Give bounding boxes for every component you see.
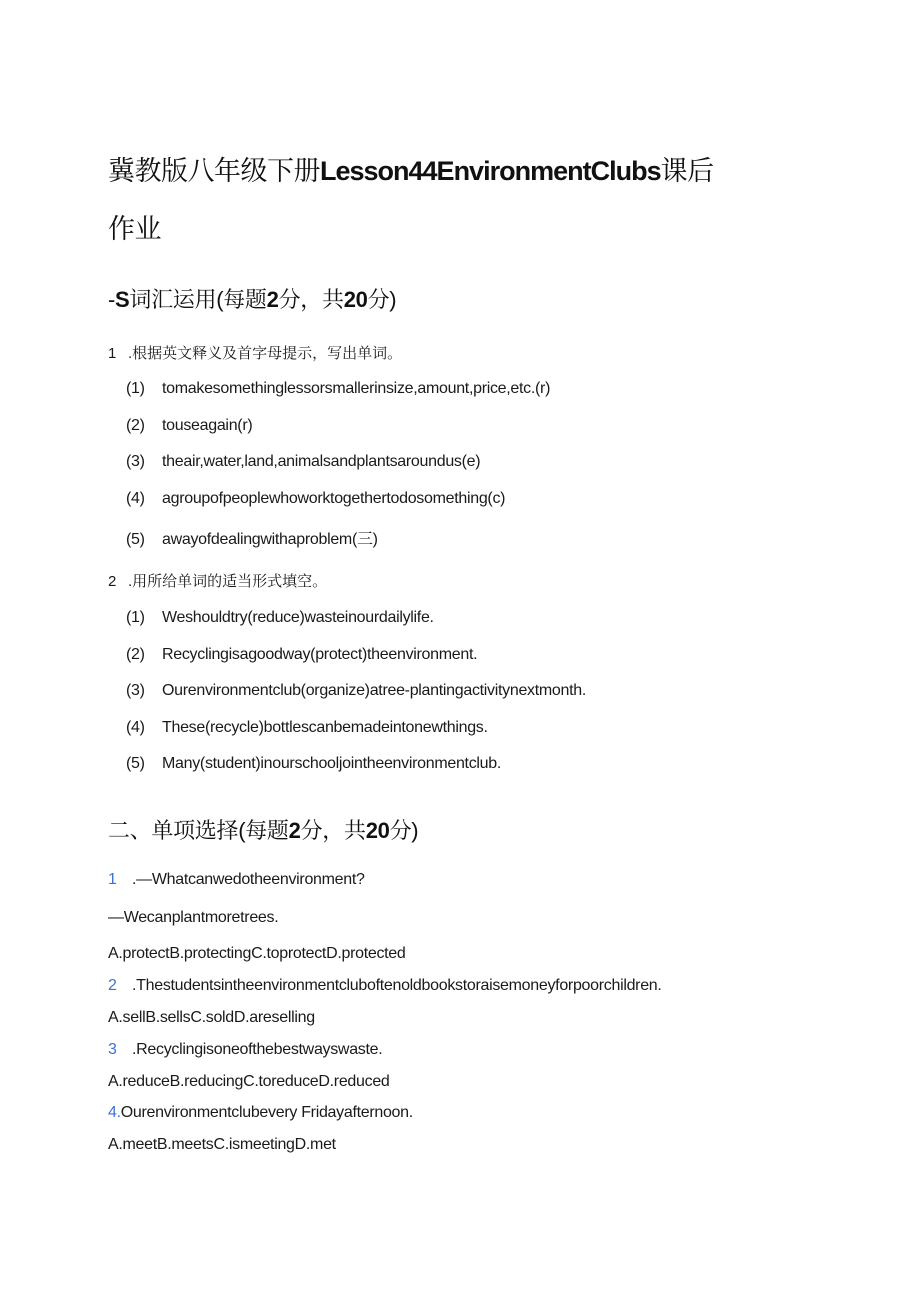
dialogue-reply: —Wecanplantmoretrees.: [108, 909, 279, 926]
mc-question-1-reply: [108, 909, 278, 927]
question-number: 4.: [108, 1104, 121, 1121]
list-item: [126, 453, 480, 471]
mc-question-1: [108, 871, 365, 889]
item-index: (4): [126, 490, 145, 507]
question-text: .Thestudentsintheenvironmentcluboftenoldbookstoraisemoneyforpoorchildren.: [132, 977, 662, 994]
section1-points: 2: [266, 287, 279, 312]
item-index: (3): [126, 453, 145, 470]
item-text: theair,water,land,animalsandplantsaroundus(e): [162, 453, 481, 470]
page-title: [108, 142, 808, 258]
item-index: (1): [126, 380, 145, 397]
section-heading-vocabulary: [108, 283, 396, 314]
question-text: .根据英文释义及首字母提示，写出单词。: [128, 345, 403, 362]
list-item: [126, 609, 434, 627]
section1-total: 20: [343, 287, 368, 312]
item-text: Weshouldtry(reduce)wasteinourdailylife.: [162, 609, 434, 626]
title-line-1: [108, 142, 808, 200]
item-text: Recyclingisagoodway(protect)theenvironment.: [162, 646, 478, 663]
section2-text3: 分): [389, 818, 419, 843]
section-heading-multiple-choice: [108, 814, 418, 845]
question-text: Ourenvironmentclubevery Fridayafternoon.: [120, 1104, 413, 1121]
list-item: [126, 380, 550, 398]
list-item: [126, 417, 252, 435]
list-item: [126, 682, 586, 700]
item-text: touseagain(r): [162, 417, 253, 434]
section1-prefix: -: [108, 287, 116, 312]
question-1-instruction: [108, 342, 402, 363]
list-item: [126, 646, 477, 664]
mc-options-4: A.meetB.meetsC.ismeetingD.met: [108, 1136, 336, 1153]
title-prefix: 冀教版八年级下册: [108, 156, 320, 186]
mc-question-4: [108, 1104, 413, 1122]
section2-points: 2: [288, 818, 301, 843]
section1-text1: 词汇运用(每题: [129, 287, 267, 312]
item-index: (4): [126, 719, 145, 736]
section1-text3: 分): [367, 287, 397, 312]
item-index: (2): [126, 417, 145, 434]
item-text: tomakesomethinglessorsmallerinsize,amount,price,etc.(r): [162, 380, 551, 397]
list-item: [126, 526, 378, 549]
section2-total: 20: [365, 818, 390, 843]
item-text: agroupofpeoplewhoworktogethertodosomething(c): [162, 490, 506, 507]
title-lesson: Lesson44EnvironmentClubs: [320, 156, 661, 186]
item-text: Ourenvironmentclub(organize)atree-plantingactivitynextmonth.: [162, 682, 587, 699]
title-suffix: 课后: [660, 156, 714, 186]
question-number: 2: [108, 977, 117, 994]
section1-text2: 分，共: [278, 287, 344, 312]
item-index: (1): [126, 609, 145, 626]
mc-options-1: A.protectB.protectingC.toprotectD.protected: [108, 945, 406, 962]
item-text: These(recycle)bottlescanbemadeintonewthings.: [162, 719, 488, 736]
list-item: [126, 719, 488, 737]
item-index: (3): [126, 682, 145, 699]
question-number: 2: [108, 573, 117, 590]
mc-options-3: A.reduceB.reducingC.toreduceD.reduced: [108, 1073, 390, 1090]
title-line-2: 作业: [108, 214, 161, 244]
list-item: [126, 490, 505, 508]
question-text: .—Whatcanwedotheenvironment?: [132, 871, 365, 888]
question-2-instruction: [108, 570, 327, 591]
question-number: 1: [108, 345, 117, 362]
mc-question-3: [108, 1041, 382, 1059]
item-text: awayofdealingwithaproblem(三): [162, 531, 378, 548]
mc-question-2: [108, 977, 662, 995]
list-item: [126, 755, 501, 773]
question-text: .Recyclingisoneofthebestwayswaste.: [132, 1041, 383, 1058]
section2-text1: 二、单项选择(每题: [108, 818, 289, 843]
section2-text2: 分，共: [300, 818, 366, 843]
mc-options-2: A.sellB.sellsC.soldD.areselling: [108, 1009, 315, 1026]
section1-s: S: [115, 287, 130, 312]
question-text: .用所给单词的适当形式填空。: [128, 573, 328, 590]
item-index: (2): [126, 646, 145, 663]
item-index: (5): [126, 755, 145, 772]
question-number: 3: [108, 1041, 117, 1058]
question-number: 1: [108, 871, 117, 888]
item-index: (5): [126, 531, 145, 548]
item-text: Many(student)inourschooljointheenvironmentclub.: [162, 755, 501, 772]
